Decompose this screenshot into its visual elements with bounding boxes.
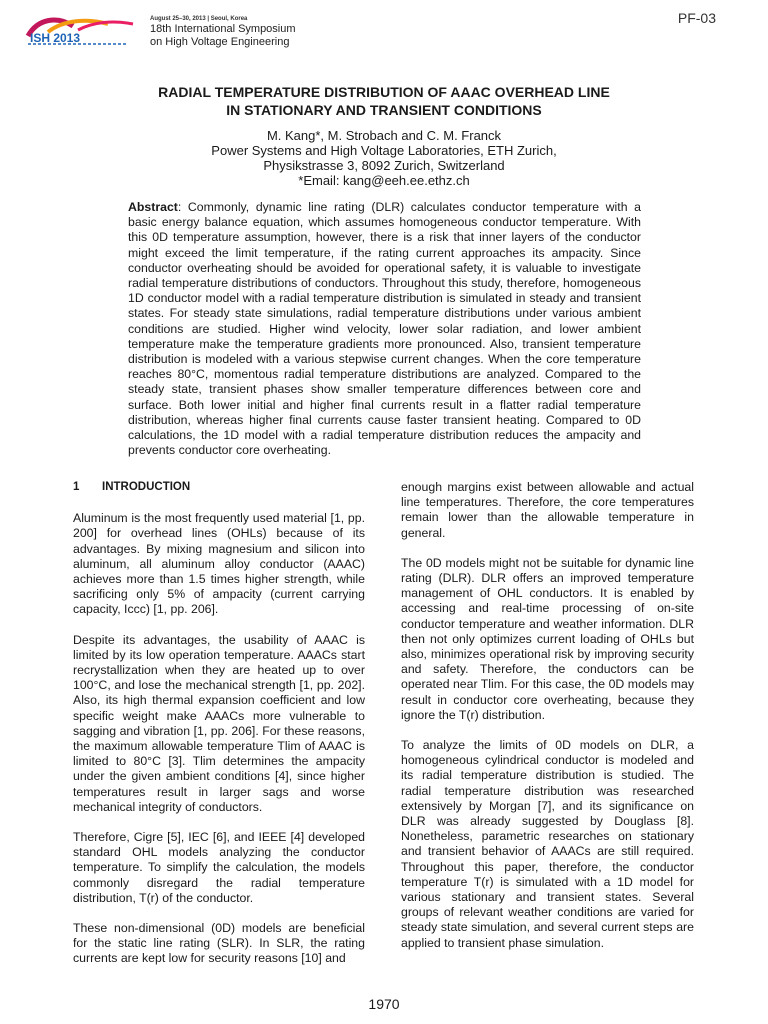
logo-text: ISH 2013	[30, 31, 81, 45]
abstract	[128, 200, 641, 458]
left-column	[73, 480, 365, 982]
paragraph: Aluminum is the most frequently used material [1, pp. 200] for overhead lines (OHLs) because of its advantages. By mixing magnesium and silicon into aluminum, all aluminum alloy conductor (AAAC) achieves more than 1.5 times higher strength, while sacrificing only 5% of ampacity (current carrying capacity, Iccc) [1, pp. 206].	[73, 511, 365, 617]
paper-id: PF-03	[677, 10, 716, 26]
section-number: 1	[73, 481, 80, 493]
section-heading	[73, 480, 365, 495]
conference-info	[150, 15, 296, 48]
paragraph: The 0D models might not be suitable for dynamic line rating (DLR). DLR offers an improved temperature management of OHL conductors. It is enabled by accessing and real-time processing of on-site conductor temperature and weather information. DLR then not only optimizes current loading of OHLs but also, minimizes operational risk by improving security and safety. Therefore, the conductors can be operated near Tlim. For this case, the 0D models may result in conductor core overheating, because they ignore the T(r) distribution.	[401, 555, 694, 722]
ish-logo-graphic	[18, 14, 138, 54]
title-line1: RADIAL TEMPERATURE DISTRIBUTION OF AAAC OVERHEAD LINE	[158, 84, 610, 100]
paragraph: Despite its advantages, the usability of AAAC is limited by its low operation temperature. AAACs start recrystallization when they are heated up to over 100°C, and lose the mechanical strength [1, pp. 202]. Also, its high thermal expansion coefficient and low specific weight make AAACs more vulnerable to sagging and vibration [1, pp. 206]. For these reasons, the maximum allowable temperature Tlim of AAAC is limited to 80°C [3]. Tlim determines the ampacity under the given ambient conditions [4], since higher temperatures result in larger sags and worse mechanical integrity of conductors.	[73, 632, 365, 814]
author-block	[0, 128, 768, 188]
conference-name-line1: 18th International Symposium	[150, 23, 296, 35]
section-title: INTRODUCTION	[102, 481, 191, 493]
conference-logo	[18, 14, 138, 54]
page-number: 1970	[368, 996, 400, 1012]
paragraph: enough margins exist between allowable and actual line temperatures. Therefore, the core temperatures remain lower than the allowable temperature in general.	[401, 480, 694, 540]
author-email: *Email: kang@eeh.ee.ethz.ch	[298, 173, 470, 188]
right-column	[401, 480, 694, 966]
title-line2: IN STATIONARY AND TRANSIENT CONDITIONS	[226, 102, 542, 118]
author-names: M. Kang*, M. Strobach and C. M. Franck	[266, 128, 502, 143]
abstract-label: Abstract	[128, 200, 178, 214]
paragraph: To analyze the limits of 0D models on DLR, a homogeneous cylindrical conductor is modeled and its radial temperature distribution is studied. The radial temperature distribution was researched extensively by Morgan [7], and its significance on DLR was already suggested by Douglass [8]. Nonetheless, parametric researches on stationary and transient behavior of AAACs are still required. Throughout this paper, therefore, the conductor temperature T(r) is simulated with a 1D model for various stationary and transient states. Several groups of relevant weather conditions are varied for steady state simulation, and several current steps are applied to transient phase simulation.	[401, 738, 694, 950]
abstract-text: : Commonly, dynamic line rating (DLR) calculates conductor temperature with a basic energy balance equation, which assumes homogeneous conductor temperature. With this 0D temperature assumption, however, there is a risk that inner layers of the conductor might exceed the limit temperature, if the rating current approaches its ampacity. Since conductor overheating should be avoided for operational safety, it is valuable to investigate radial temperature distributions of conductors. Throughout this study, therefore, homogeneous 1D conductor model with a radial temperature distribution is simulated in steady and transient states. For steady state simulations, radial temperature distributions under various ambient conditions are studied. Higher wind velocity, lower solar radiation, and lower ambient temperature make the temperature gradients more pronounced. Also, transient temperature distribution is modeled with a various stepwise current changes. When the core temperature reaches 80°C, momentous radial temperature distributions are analyzed. Compared to the steady state, transient phases show smaller temperature differences between core and surface. Both lower initial and higher final currents result in a flatter radial temperature distribution, whereas higher final currents cause faster transient heating. Compared to 0D calculations, the 1D model with a radial temperature distribution reduces the ampacity and prevents conductor core overheating.	[128, 200, 641, 458]
conference-dates: August 25–30, 2013 | Seoul, Korea	[150, 16, 248, 22]
paragraph: Therefore, Cigre [5], IEC [6], and IEEE [4] developed standard OHL models analyzing the conductor temperature. To simplify the calculation, the models commonly disregard the radial temperature distribution, T(r) of the conductor.	[73, 830, 365, 905]
paper-title	[0, 83, 768, 119]
author-address: Physikstrasse 3, 8092 Zurich, Switzerland	[263, 158, 505, 173]
conference-name-line2: on High Voltage Engineering	[150, 35, 290, 48]
author-affiliation: Power Systems and High Voltage Laboratories, ETH Zurich,	[211, 143, 557, 158]
paragraph: These non-dimensional (0D) models are beneficial for the static line rating (SLR). In SLR, the rating currents are kept low for security reasons [10] and	[73, 921, 365, 966]
